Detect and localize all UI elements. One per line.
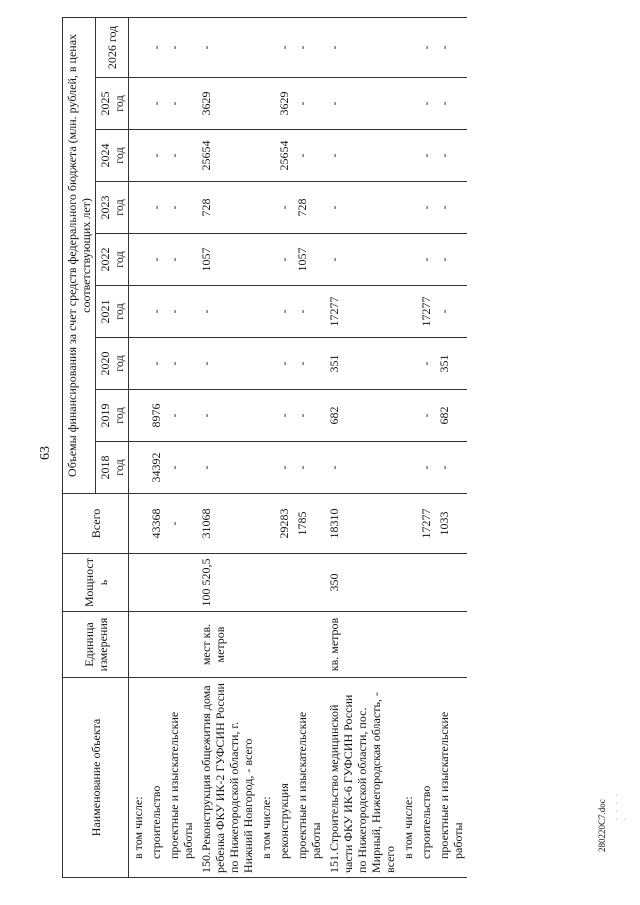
page-number: 63	[38, 446, 53, 460]
year-value-cell	[129, 338, 148, 390]
header-year: 2020 год	[96, 338, 129, 390]
year-value-cell	[257, 286, 275, 338]
table-row	[399, 17, 417, 877]
year-value-cell: -	[147, 234, 165, 286]
year-value-cell: -	[293, 338, 325, 390]
year-value-cell: 25654	[197, 130, 257, 182]
year-value-cell: -	[197, 338, 257, 390]
object-name: в том числе:	[259, 796, 273, 859]
year-value-cell: -	[435, 130, 467, 182]
year-value-cell	[129, 390, 148, 442]
table-row	[129, 17, 148, 877]
year-value-cell: 728	[293, 182, 325, 234]
table-row	[197, 17, 257, 877]
year-value-cell: -	[417, 442, 435, 494]
year-value-cell: -	[147, 17, 165, 77]
object-name-cell	[129, 678, 148, 878]
year-value-cell: -	[147, 78, 165, 130]
year-value-cell	[399, 17, 417, 77]
year-value-cell: -	[417, 182, 435, 234]
capacity-cell	[399, 554, 417, 612]
object-name-cell	[275, 678, 293, 878]
document-id: 280220C7.doc	[597, 799, 607, 852]
capacity-cell	[435, 554, 467, 612]
object-name-cell	[147, 678, 165, 878]
object-name: в том числе:	[401, 796, 415, 859]
year-value-cell	[257, 78, 275, 130]
year-value-cell	[129, 130, 148, 182]
header-unit: Единица измерения	[63, 612, 129, 678]
year-value-cell	[257, 17, 275, 77]
total-cell	[257, 494, 275, 554]
year-value-cell: -	[275, 182, 293, 234]
year-value-cell: -	[147, 286, 165, 338]
header-year: 2025 год	[96, 78, 129, 130]
year-value-cell	[257, 182, 275, 234]
object-name-cell	[399, 678, 417, 878]
total-cell: 29283	[275, 494, 293, 554]
unit-cell	[129, 612, 148, 678]
capacity-cell	[129, 554, 148, 612]
year-value-cell: -	[275, 17, 293, 77]
year-value-cell: -	[325, 17, 399, 77]
header-capacity: Мощность	[63, 554, 129, 612]
unit-cell	[257, 612, 275, 678]
object-name: проектные и изыскательские работы	[295, 711, 323, 859]
year-value-cell	[399, 234, 417, 286]
year-value-cell: -	[293, 390, 325, 442]
year-value-cell	[257, 234, 275, 286]
total-cell: 31068	[197, 494, 257, 554]
header-year: 2026 год	[96, 17, 129, 77]
unit-cell	[293, 612, 325, 678]
object-name: строительство	[149, 785, 163, 859]
year-value-cell	[257, 338, 275, 390]
total-cell: 43368	[147, 494, 165, 554]
year-value-cell: 25654	[275, 130, 293, 182]
capacity-cell	[165, 554, 197, 612]
year-value-cell	[399, 338, 417, 390]
year-value-cell: -	[197, 17, 257, 77]
total-cell: 17277	[417, 494, 435, 554]
header-total: Всего	[63, 494, 129, 554]
object-name-cell	[257, 678, 275, 878]
year-value-cell: -	[165, 286, 197, 338]
year-value-cell: -	[325, 78, 399, 130]
year-value-cell	[129, 286, 148, 338]
total-cell: 18310	[325, 494, 399, 554]
year-value-cell: -	[325, 234, 399, 286]
table-body	[129, 17, 468, 877]
year-value-cell: -	[197, 390, 257, 442]
year-value-cell: -	[417, 234, 435, 286]
table-row	[435, 17, 467, 877]
object-name: реконструкция	[277, 783, 291, 859]
total-cell	[129, 494, 148, 554]
year-value-cell	[399, 182, 417, 234]
table-row	[275, 17, 293, 877]
table-row	[147, 17, 165, 877]
year-value-cell: -	[165, 234, 197, 286]
year-value-cell: -	[293, 17, 325, 77]
year-value-cell	[257, 442, 275, 494]
object-name-cell	[417, 678, 435, 878]
header-year: 2022 год	[96, 234, 129, 286]
total-cell: 1033	[435, 494, 467, 554]
year-value-cell: 1057	[197, 234, 257, 286]
total-cell: 1785	[293, 494, 325, 554]
year-value-cell: -	[293, 442, 325, 494]
unit-cell	[399, 612, 417, 678]
year-value-cell	[257, 130, 275, 182]
year-value-cell	[399, 78, 417, 130]
table-row	[417, 17, 435, 877]
table-row	[325, 17, 399, 877]
unit-cell: мест кв. метров	[197, 612, 257, 678]
year-value-cell: -	[435, 234, 467, 286]
unit-cell	[147, 612, 165, 678]
year-value-cell: 3629	[197, 78, 257, 130]
capacity-cell: 100 520,5	[197, 554, 257, 612]
year-value-cell: -	[165, 130, 197, 182]
year-value-cell	[129, 234, 148, 286]
header-funding: Объемы финансирования за счет средств федерального бюджета (млн. рублей, в ценах соответствующих лет)	[63, 17, 96, 493]
year-value-cell: -	[147, 182, 165, 234]
year-value-cell: 8976	[147, 390, 165, 442]
capacity-cell	[293, 554, 325, 612]
year-value-cell	[257, 390, 275, 442]
year-value-cell: -	[325, 442, 399, 494]
year-value-cell	[399, 130, 417, 182]
object-name-cell	[293, 678, 325, 878]
year-value-cell: -	[435, 182, 467, 234]
object-name: проектные и изыскательские работы	[167, 711, 195, 859]
year-value-cell: 682	[435, 390, 467, 442]
year-value-cell: 682	[325, 390, 399, 442]
capacity-cell: 350	[325, 554, 399, 612]
unit-cell	[275, 612, 293, 678]
funding-table	[62, 17, 467, 878]
year-value-cell: -	[275, 286, 293, 338]
year-value-cell: -	[165, 78, 197, 130]
object-name: строительство	[419, 785, 433, 859]
year-value-cell: 17277	[325, 286, 399, 338]
year-value-cell: -	[417, 78, 435, 130]
unit-cell	[417, 612, 435, 678]
object-name-cell	[325, 678, 399, 878]
year-value-cell: -	[325, 182, 399, 234]
header-name: Наименование объекта	[63, 678, 129, 878]
table-row	[293, 17, 325, 877]
object-name: Реконструкция общежития дома ребенка ФКУ ИК-2 ГУФСИН России по Нижегородской области, г. Нижний Новгород, - всего	[199, 683, 255, 873]
year-value-cell: -	[165, 182, 197, 234]
header-year: 2021 год	[96, 286, 129, 338]
capacity-cell	[417, 554, 435, 612]
year-value-cell: 728	[197, 182, 257, 234]
object-name: в том числе:	[131, 796, 145, 859]
year-value-cell: -	[197, 286, 257, 338]
year-value-cell: -	[275, 390, 293, 442]
header-year: 2023 год	[96, 182, 129, 234]
year-value-cell: 351	[435, 338, 467, 390]
year-value-cell: -	[165, 338, 197, 390]
year-value-cell	[399, 286, 417, 338]
year-value-cell	[129, 17, 148, 77]
row-number: 150.	[199, 852, 213, 873]
header-year: 2018 год	[96, 442, 129, 494]
year-value-cell: 17277	[417, 286, 435, 338]
year-value-cell	[129, 182, 148, 234]
year-value-cell: -	[435, 286, 467, 338]
object-name-cell	[197, 678, 257, 878]
year-value-cell: -	[165, 442, 197, 494]
unit-cell	[435, 612, 467, 678]
total-cell	[399, 494, 417, 554]
scan-marks: . . . . .	[610, 792, 628, 820]
year-value-cell: -	[435, 442, 467, 494]
year-value-cell: -	[293, 78, 325, 130]
object-name: Строительство медицинской части ФКУ ИК-6 ГУФСИН России по Нижегородской области, пос. Мирный, Нижегородская область, - всего	[327, 692, 397, 873]
table-row	[257, 17, 275, 877]
year-value-cell: -	[435, 78, 467, 130]
year-value-cell	[129, 442, 148, 494]
year-value-cell: -	[275, 442, 293, 494]
year-value-cell: -	[275, 338, 293, 390]
year-value-cell: -	[165, 17, 197, 77]
capacity-cell	[275, 554, 293, 612]
year-value-cell: -	[417, 17, 435, 77]
year-value-cell: -	[293, 286, 325, 338]
year-value-cell: -	[325, 130, 399, 182]
year-value-cell: -	[293, 130, 325, 182]
year-value-cell: -	[417, 338, 435, 390]
capacity-cell	[257, 554, 275, 612]
unit-cell: кв. метров	[325, 612, 399, 678]
year-value-cell: -	[147, 130, 165, 182]
year-value-cell	[129, 78, 148, 130]
year-value-cell: 351	[325, 338, 399, 390]
header-year: 2019 год	[96, 390, 129, 442]
year-value-cell: -	[435, 17, 467, 77]
object-name: проектные и изыскательские работы	[437, 711, 465, 859]
object-name-cell	[165, 678, 197, 878]
year-value-cell: 3629	[275, 78, 293, 130]
table-row	[165, 17, 197, 877]
funding-table-container	[62, 17, 467, 878]
row-number: 151.	[327, 852, 341, 873]
capacity-cell	[147, 554, 165, 612]
unit-cell	[165, 612, 197, 678]
year-value-cell	[399, 390, 417, 442]
year-value-cell: -	[417, 390, 435, 442]
header-year: 2024 год	[96, 130, 129, 182]
year-value-cell: -	[165, 390, 197, 442]
year-value-cell	[399, 442, 417, 494]
year-value-cell: -	[417, 130, 435, 182]
total-cell: -	[165, 494, 197, 554]
year-value-cell: 1057	[293, 234, 325, 286]
object-name-cell	[435, 678, 467, 878]
year-value-cell: 34392	[147, 442, 165, 494]
year-value-cell: -	[275, 234, 293, 286]
year-value-cell: -	[197, 442, 257, 494]
year-value-cell: -	[147, 338, 165, 390]
